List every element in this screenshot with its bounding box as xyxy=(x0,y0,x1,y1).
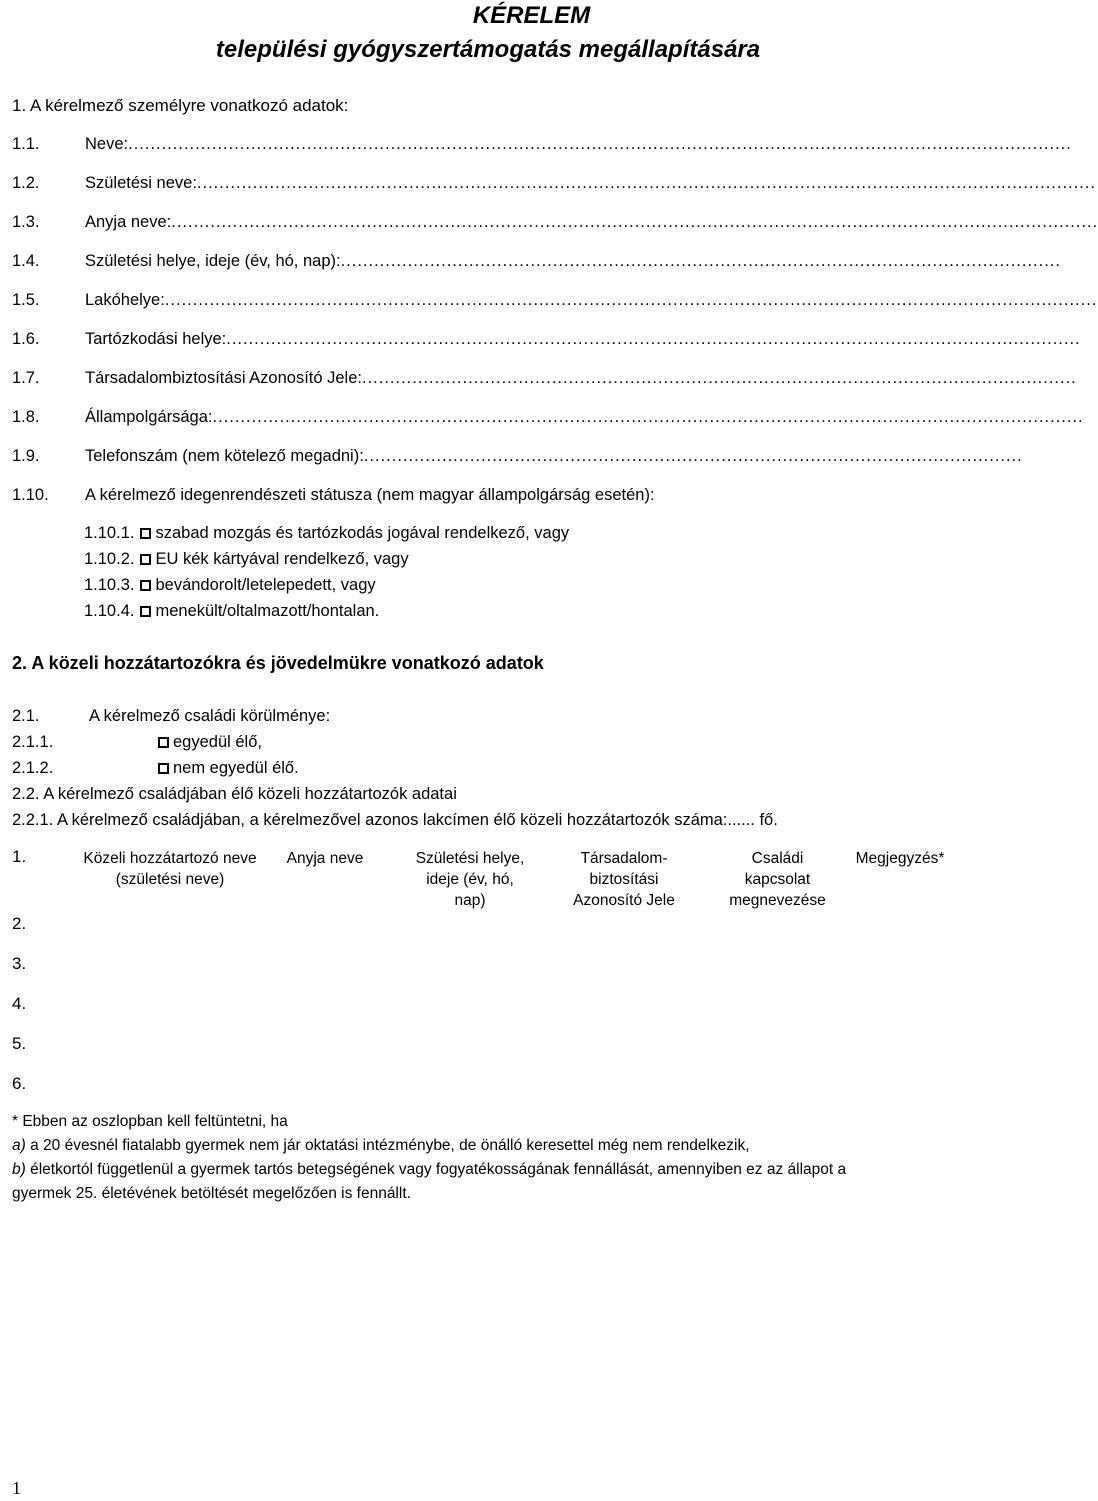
table-row-number: 2. xyxy=(12,914,27,933)
field-num: 1.1. xyxy=(12,135,40,153)
field-birth-place-date xyxy=(12,252,1061,276)
footnote-b-continued: gyermek 25. életévének betöltését megelőzően is fennállt. xyxy=(12,1185,411,1202)
footnote-intro: * Ebben az oszlopban kell feltüntetni, ha xyxy=(12,1113,288,1130)
table-row-number: 1. xyxy=(12,847,27,866)
field-fill-line[interactable]: ................................................................................................................................................................. xyxy=(196,174,1096,192)
field-label: Tartózkodási helye: xyxy=(85,330,227,348)
field-phone xyxy=(12,447,1023,471)
status-option xyxy=(84,524,569,543)
field-num: 1.3. xyxy=(12,213,40,231)
field-label: Neve: xyxy=(85,135,129,153)
form-title: KÉRELEM xyxy=(472,2,591,29)
option-num: 2.1.2. xyxy=(12,759,54,777)
checkbox[interactable] xyxy=(140,554,151,565)
family-option-not-alone xyxy=(12,759,299,778)
field-num: 1.8. xyxy=(12,408,40,426)
field-taj xyxy=(12,369,1077,393)
page-number: 1 xyxy=(12,1478,21,1498)
field-fill-line[interactable]: ...................................................................................................................... xyxy=(363,447,1023,465)
family-option-alone xyxy=(12,733,262,752)
relatives-count: 2.2.1. A kérelmező családjában, a kérelmezővel azonos lakcímen élő közeli hozzátartozók száma:...... fő. xyxy=(12,811,778,829)
field-num: 1.5. xyxy=(12,291,40,309)
option-label: egyedül élő, xyxy=(173,733,262,751)
field-label: Születési helye, ideje (év, hó, nap): xyxy=(85,252,341,270)
table-row-number: 4. xyxy=(12,994,27,1013)
field-stay-place xyxy=(12,330,1081,354)
option-num: 1.10.2. xyxy=(84,550,135,568)
checkbox[interactable] xyxy=(140,580,151,591)
col-birth-place-date: Születési helye, ideje (év, hó, nap) xyxy=(415,850,525,909)
section2-heading: 2. A közeli hozzátartozókra és jövedelmükre vonatkozó adatok xyxy=(12,653,544,673)
table-row-number: 3. xyxy=(12,954,27,973)
field-fill-line[interactable]: ......................................................................................................................................................... xyxy=(226,330,1081,348)
checkbox[interactable] xyxy=(140,528,151,539)
field-num: 1.10. xyxy=(12,486,49,504)
footnote-a xyxy=(12,1137,750,1155)
footnote-a-prefix: a) xyxy=(12,1137,26,1154)
field-fill-line[interactable]: ................................................................................................................................. xyxy=(340,252,1061,270)
option-label: menekült/oltalmazott/hontalan. xyxy=(155,602,380,620)
field-num: 1.9. xyxy=(12,447,40,465)
field-label: Születési neve: xyxy=(85,174,197,192)
checkbox[interactable] xyxy=(158,763,169,774)
status-option xyxy=(84,602,379,621)
status-option xyxy=(84,550,409,569)
option-label: nem egyedül élő. xyxy=(173,759,299,777)
field-birth-name xyxy=(12,174,1096,198)
option-num: 1.10.1. xyxy=(84,524,135,542)
family-situation xyxy=(12,707,330,726)
status-option xyxy=(84,576,376,595)
field-mother-name xyxy=(12,213,1098,237)
option-num: 1.10.4. xyxy=(84,602,135,620)
field-fill-line[interactable]: ............................................................................................................................................................ xyxy=(212,408,1084,426)
option-label: szabad mozgás és tartózkodás jogával rendelkező, vagy xyxy=(155,524,570,542)
checkbox[interactable] xyxy=(140,606,151,617)
field-label: Lakóhelye: xyxy=(85,291,165,309)
field-fill-line[interactable]: ...................................................................................................................................................................... xyxy=(171,213,1098,231)
table-row-number: 5. xyxy=(12,1034,27,1053)
field-num: 1.4. xyxy=(12,252,40,270)
table-row-number: 6. xyxy=(12,1074,27,1093)
field-label: Telefonszám (nem kötelező megadni): xyxy=(85,447,364,465)
footnote-b xyxy=(12,1161,846,1179)
col-relative-name: Közeli hozzátartozó neve (születési neve) xyxy=(83,850,257,888)
field-citizenship xyxy=(12,408,1084,432)
option-label: bevándorolt/letelepedett, vagy xyxy=(155,576,376,594)
relatives-data-heading: 2.2. A kérelmező családjában élő közeli hozzátartozók adatai xyxy=(12,785,457,803)
field-label: Állampolgársága: xyxy=(85,408,213,426)
option-num: 1.10.3. xyxy=(84,576,135,594)
field-residence xyxy=(12,291,1098,315)
section1-heading: 1. A kérelmező személyre vonatkozó adatok: xyxy=(12,96,349,115)
field-fill-line[interactable]: ................................................................................................................................ xyxy=(361,369,1077,387)
option-label: EU kék kártyával rendelkező, vagy xyxy=(155,550,409,568)
field-label: Anyja neve: xyxy=(85,213,172,231)
item-label: A kérelmező családi körülménye: xyxy=(89,707,331,725)
field-num: 1.7. xyxy=(12,369,40,387)
field-num: 1.6. xyxy=(12,330,40,348)
footnote-b-prefix: b) xyxy=(12,1161,26,1178)
form-subtitle: települési gyógyszertámogatás megállapítására xyxy=(215,36,761,63)
option-num: 2.1.1. xyxy=(12,733,54,751)
footnote-a-text: a 20 évesnél fiatalabb gyermek nem jár oktatási intézménybe, de önálló keresettel még nem rendelkezik, xyxy=(25,1137,750,1154)
field-label: A kérelmező idegenrendészeti státusza (nem magyar állampolgárság esetén): xyxy=(85,486,655,504)
field-fill-line[interactable]: ....................................................................................................................................................................... xyxy=(164,291,1098,309)
field-num: 1.2. xyxy=(12,174,40,192)
checkbox[interactable] xyxy=(158,737,169,748)
field-immigration-status xyxy=(12,486,940,510)
col-relationship: Családi kapcsolat megnevezése xyxy=(729,850,826,909)
col-mother-name: Anyja neve xyxy=(286,850,364,867)
field-name xyxy=(12,135,1072,159)
field-label: Társadalombiztosítási Azonosító Jele: xyxy=(85,369,362,387)
item-num: 2.1. xyxy=(12,707,40,725)
col-remark: Megjegyzés* xyxy=(855,850,945,867)
col-taj: Társadalom-biztosítási Azonosító Jele xyxy=(573,850,675,909)
footnote-b-text: életkortól függetlenül a gyermek tartós betegségének vagy fogyatékosságának fennállását, amennyiben ez az állapot a xyxy=(25,1161,847,1178)
field-fill-line[interactable]: ......................................................................................................................................................................... xyxy=(128,135,1072,153)
